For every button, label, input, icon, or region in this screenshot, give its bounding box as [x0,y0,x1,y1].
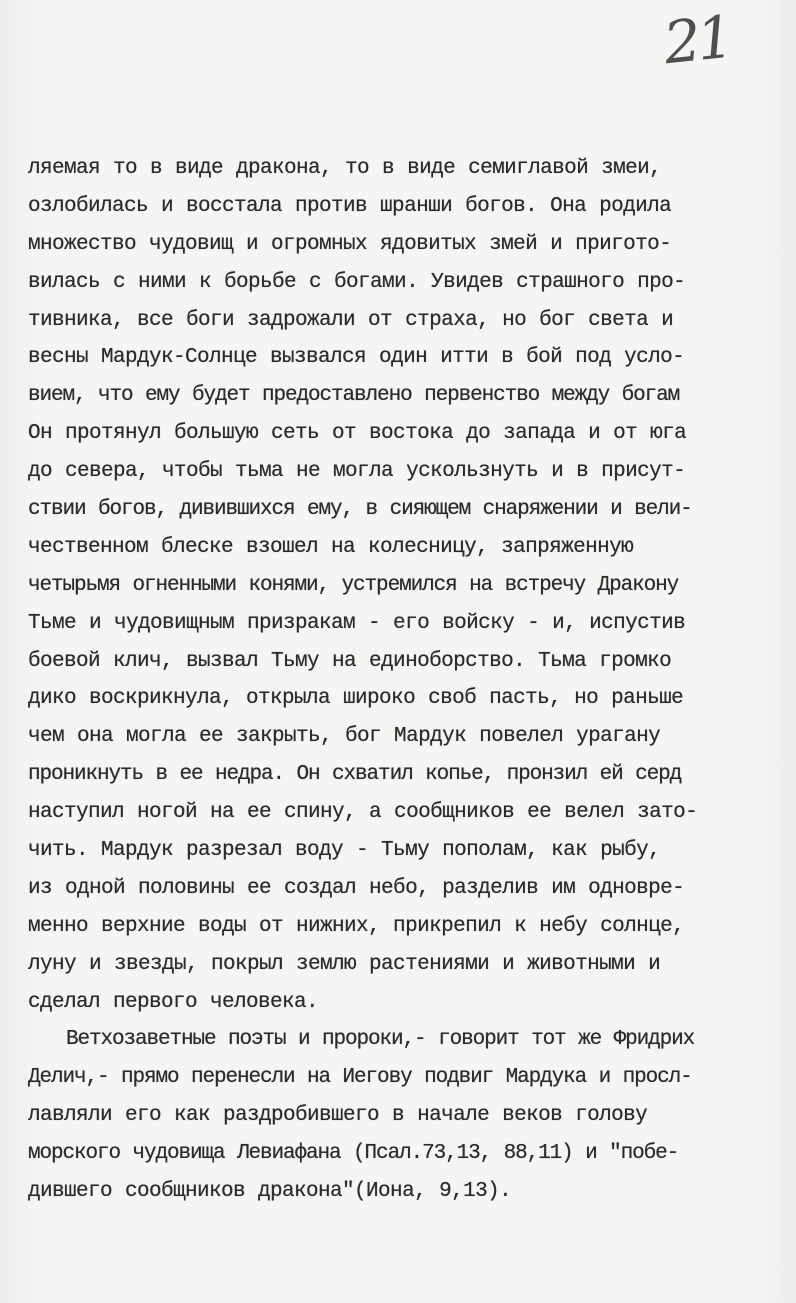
text-line: чественном блеске взошел на колесницу, запряженную [28,535,634,559]
text-line: ляемая то в виде дракона, то в виде семиглавой змеи, [28,157,662,180]
text-line: четырьмя огненными конями, устремился на встречу Дракону [28,573,679,597]
text-line: ствии богов, дивившихся ему, в сияющем снаряжении и вели- [28,498,692,522]
text-line: боевой клич, вызвал Тьму на единоборство. Тьма громко [28,649,672,673]
text-line: чить. Мардук разрезал воду - Тьму пополам, как рыбу, [28,839,661,863]
text-line: наступил ногой на ее спину, а сообщников ее велел зато- [28,801,698,825]
text-line: Он протянул большую сеть от востока до запада и от юга [28,422,687,446]
text-line: из одной половины ее создал небо, разделив им одновре- [28,876,685,900]
text-line: вием, что ему будет предоставлено первенство между богам [28,384,680,408]
text-line: весны Мардук-Солнце вызвался один итти в бой под усло- [28,346,685,370]
text-line: лавляли его как раздробившего в начале веков голову [28,1104,648,1128]
text-line: вилась с ними к борьбе с богами. Увидев страшного про- [28,270,686,294]
text-line: менно верхние воды от нижних, прикрепил к небу солнце, [28,914,685,938]
text-line: сделал первого человека. [28,990,319,1014]
text-line: Тьме и чудовищным призракам - его войску - и, испустив [28,611,686,635]
text-line: дико воскрикнула, открыла широко своб пасть, но раньше [28,687,684,711]
text-line: луну и звезды, покрыл землю растениями и животными и [28,952,661,976]
page-number: 21 [660,2,734,78]
text-line: множество чудовищ и огромных ядовитых змей и пригото- [28,232,672,256]
paragraph-first-line: Ветхозаветные поэты и пророки,- говорит тот же Фридрих [66,1028,695,1052]
typewritten-text [28,150,788,1211]
text-line: Делич,- прямо перенесли на Иегову подвиг Мардука и просл- [28,1066,692,1090]
text-line: озлобилась и восстала против шранши богов. Она родила [28,194,672,218]
text-line: морского чудовища Левиафана (Псал.73,13, 88,11) и "побе- [28,1142,679,1166]
text-line: чем она могла ее закрыть, бог Мардук повелел урагану [28,725,661,749]
text-line: дившего сообщников дракона"(Иона, 9,13). [28,1180,512,1204]
text-line: проникнуть в ее недра. Он схватил копье, пронзил ей серд [28,763,682,787]
text-line: тивника, все боги задрожали от страха, но бог света и [28,308,674,332]
text-line: до севера, чтобы тьма не могла ускользнуть и в присут- [28,460,686,484]
